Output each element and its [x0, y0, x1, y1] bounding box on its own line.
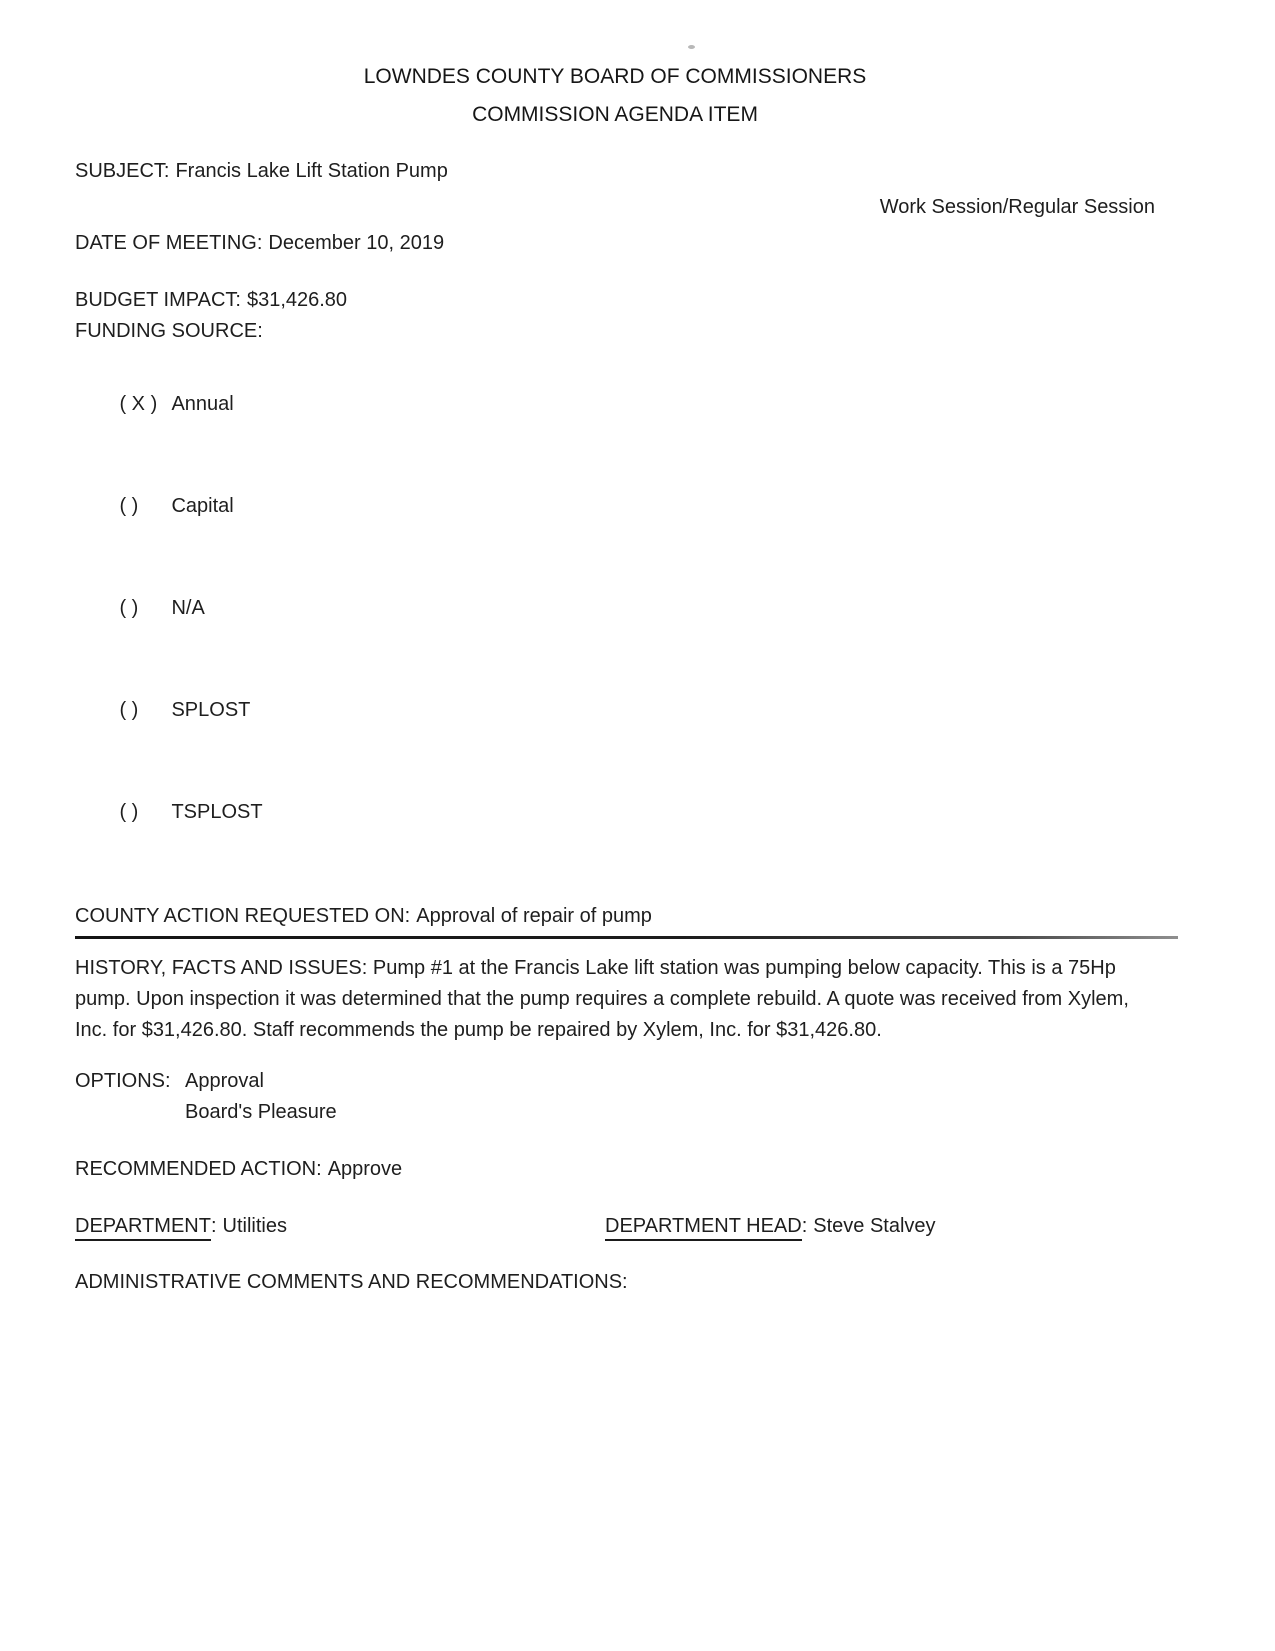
funding-option-splost — [75, 659, 1155, 761]
funding-option-label: Capital — [171, 495, 234, 517]
funding-source-line — [75, 316, 1155, 347]
subject-value: Francis Lake Lift Station Pump — [175, 160, 448, 182]
funding-option-tsplost — [75, 761, 1155, 863]
checkbox-marker-empty: ( ) — [119, 699, 139, 721]
admin-comments-label: ADMINISTRATIVE COMMENTS AND RECOMMENDATIONS: — [75, 1271, 628, 1293]
county-action-label: COUNTY ACTION REQUESTED ON: — [75, 905, 411, 927]
county-action-value: Approval of repair of pump — [416, 905, 652, 927]
section-divider-rule — [75, 936, 1178, 939]
checkbox-marker-empty: ( ) — [119, 801, 139, 823]
funding-option-label: SPLOST — [171, 699, 251, 721]
funding-option-label: N/A — [171, 597, 205, 619]
checkbox-marker-checked: ( X ) — [119, 393, 158, 415]
session-text: Work Session/Regular Session — [879, 196, 1155, 218]
budget-impact-line — [75, 285, 1155, 316]
department-head-label: DEPARTMENT HEAD — [605, 1214, 802, 1241]
options-label: OPTIONS: — [75, 1070, 171, 1092]
history-paragraph — [75, 953, 1155, 1046]
subject-label: SUBJECT: — [75, 160, 170, 182]
document-title — [75, 58, 1155, 134]
department-colon: : — [210, 1215, 217, 1237]
funding-source-label: FUNDING SOURCE: — [75, 320, 263, 342]
title-line-1: LOWNDES COUNTY BOARD OF COMMISSIONERS — [363, 65, 867, 88]
county-action-line — [75, 901, 1155, 932]
department-label: DEPARTMENT — [75, 1214, 211, 1241]
checkbox-marker-empty: ( ) — [119, 495, 139, 517]
department-head-cell — [605, 1211, 936, 1242]
funding-option-label: Annual — [171, 393, 234, 415]
options-section — [75, 1066, 1155, 1128]
admin-comments-line — [75, 1267, 1155, 1298]
title-line-2: COMMISSION AGENDA ITEM — [472, 103, 758, 126]
recommended-action-line — [75, 1154, 1155, 1185]
checkbox-marker-empty: ( ) — [119, 597, 139, 619]
session-line — [75, 192, 1155, 223]
meeting-date-line — [75, 228, 1155, 259]
budget-impact-value: $31,426.80 — [246, 289, 348, 311]
history-label: HISTORY, FACTS AND ISSUES: — [75, 957, 368, 979]
recommended-action-value: Approve — [327, 1158, 403, 1180]
funding-options-list — [75, 353, 1155, 863]
funding-option-capital — [75, 455, 1155, 557]
options-values — [185, 1066, 337, 1128]
option-value-approval: Approval — [185, 1070, 264, 1092]
funding-option-na — [75, 557, 1155, 659]
department-value: Utilities — [222, 1215, 287, 1237]
department-cell — [75, 1211, 605, 1242]
department-head-colon: : — [801, 1215, 808, 1237]
meeting-date-label: DATE OF MEETING: — [75, 232, 263, 254]
option-value-boards-pleasure: Board's Pleasure — [185, 1101, 337, 1123]
department-head-value: Steve Stalvey — [813, 1215, 936, 1237]
funding-option-annual — [75, 353, 1155, 455]
subject-line — [75, 156, 1155, 187]
history-text: Pump #1 at the Francis Lake lift station was pumping below capacity. This is a 75Hp pump. Upon inspection it was determined that the pump requires a complete rebuild. A quote was received from Xylem, Inc. for $31,426.80. Staff recommends the pump be repaired by Xylem, Inc. for $31,426.80. — [75, 957, 1129, 1041]
county-action-section — [75, 901, 1155, 939]
budget-impact-label: BUDGET IMPACT: — [75, 289, 241, 311]
funding-option-label: TSPLOST — [171, 801, 263, 823]
meeting-date-value: December 10, 2019 — [268, 232, 445, 254]
recommended-action-label: RECOMMENDED ACTION: — [75, 1158, 322, 1180]
department-line — [75, 1211, 1155, 1242]
